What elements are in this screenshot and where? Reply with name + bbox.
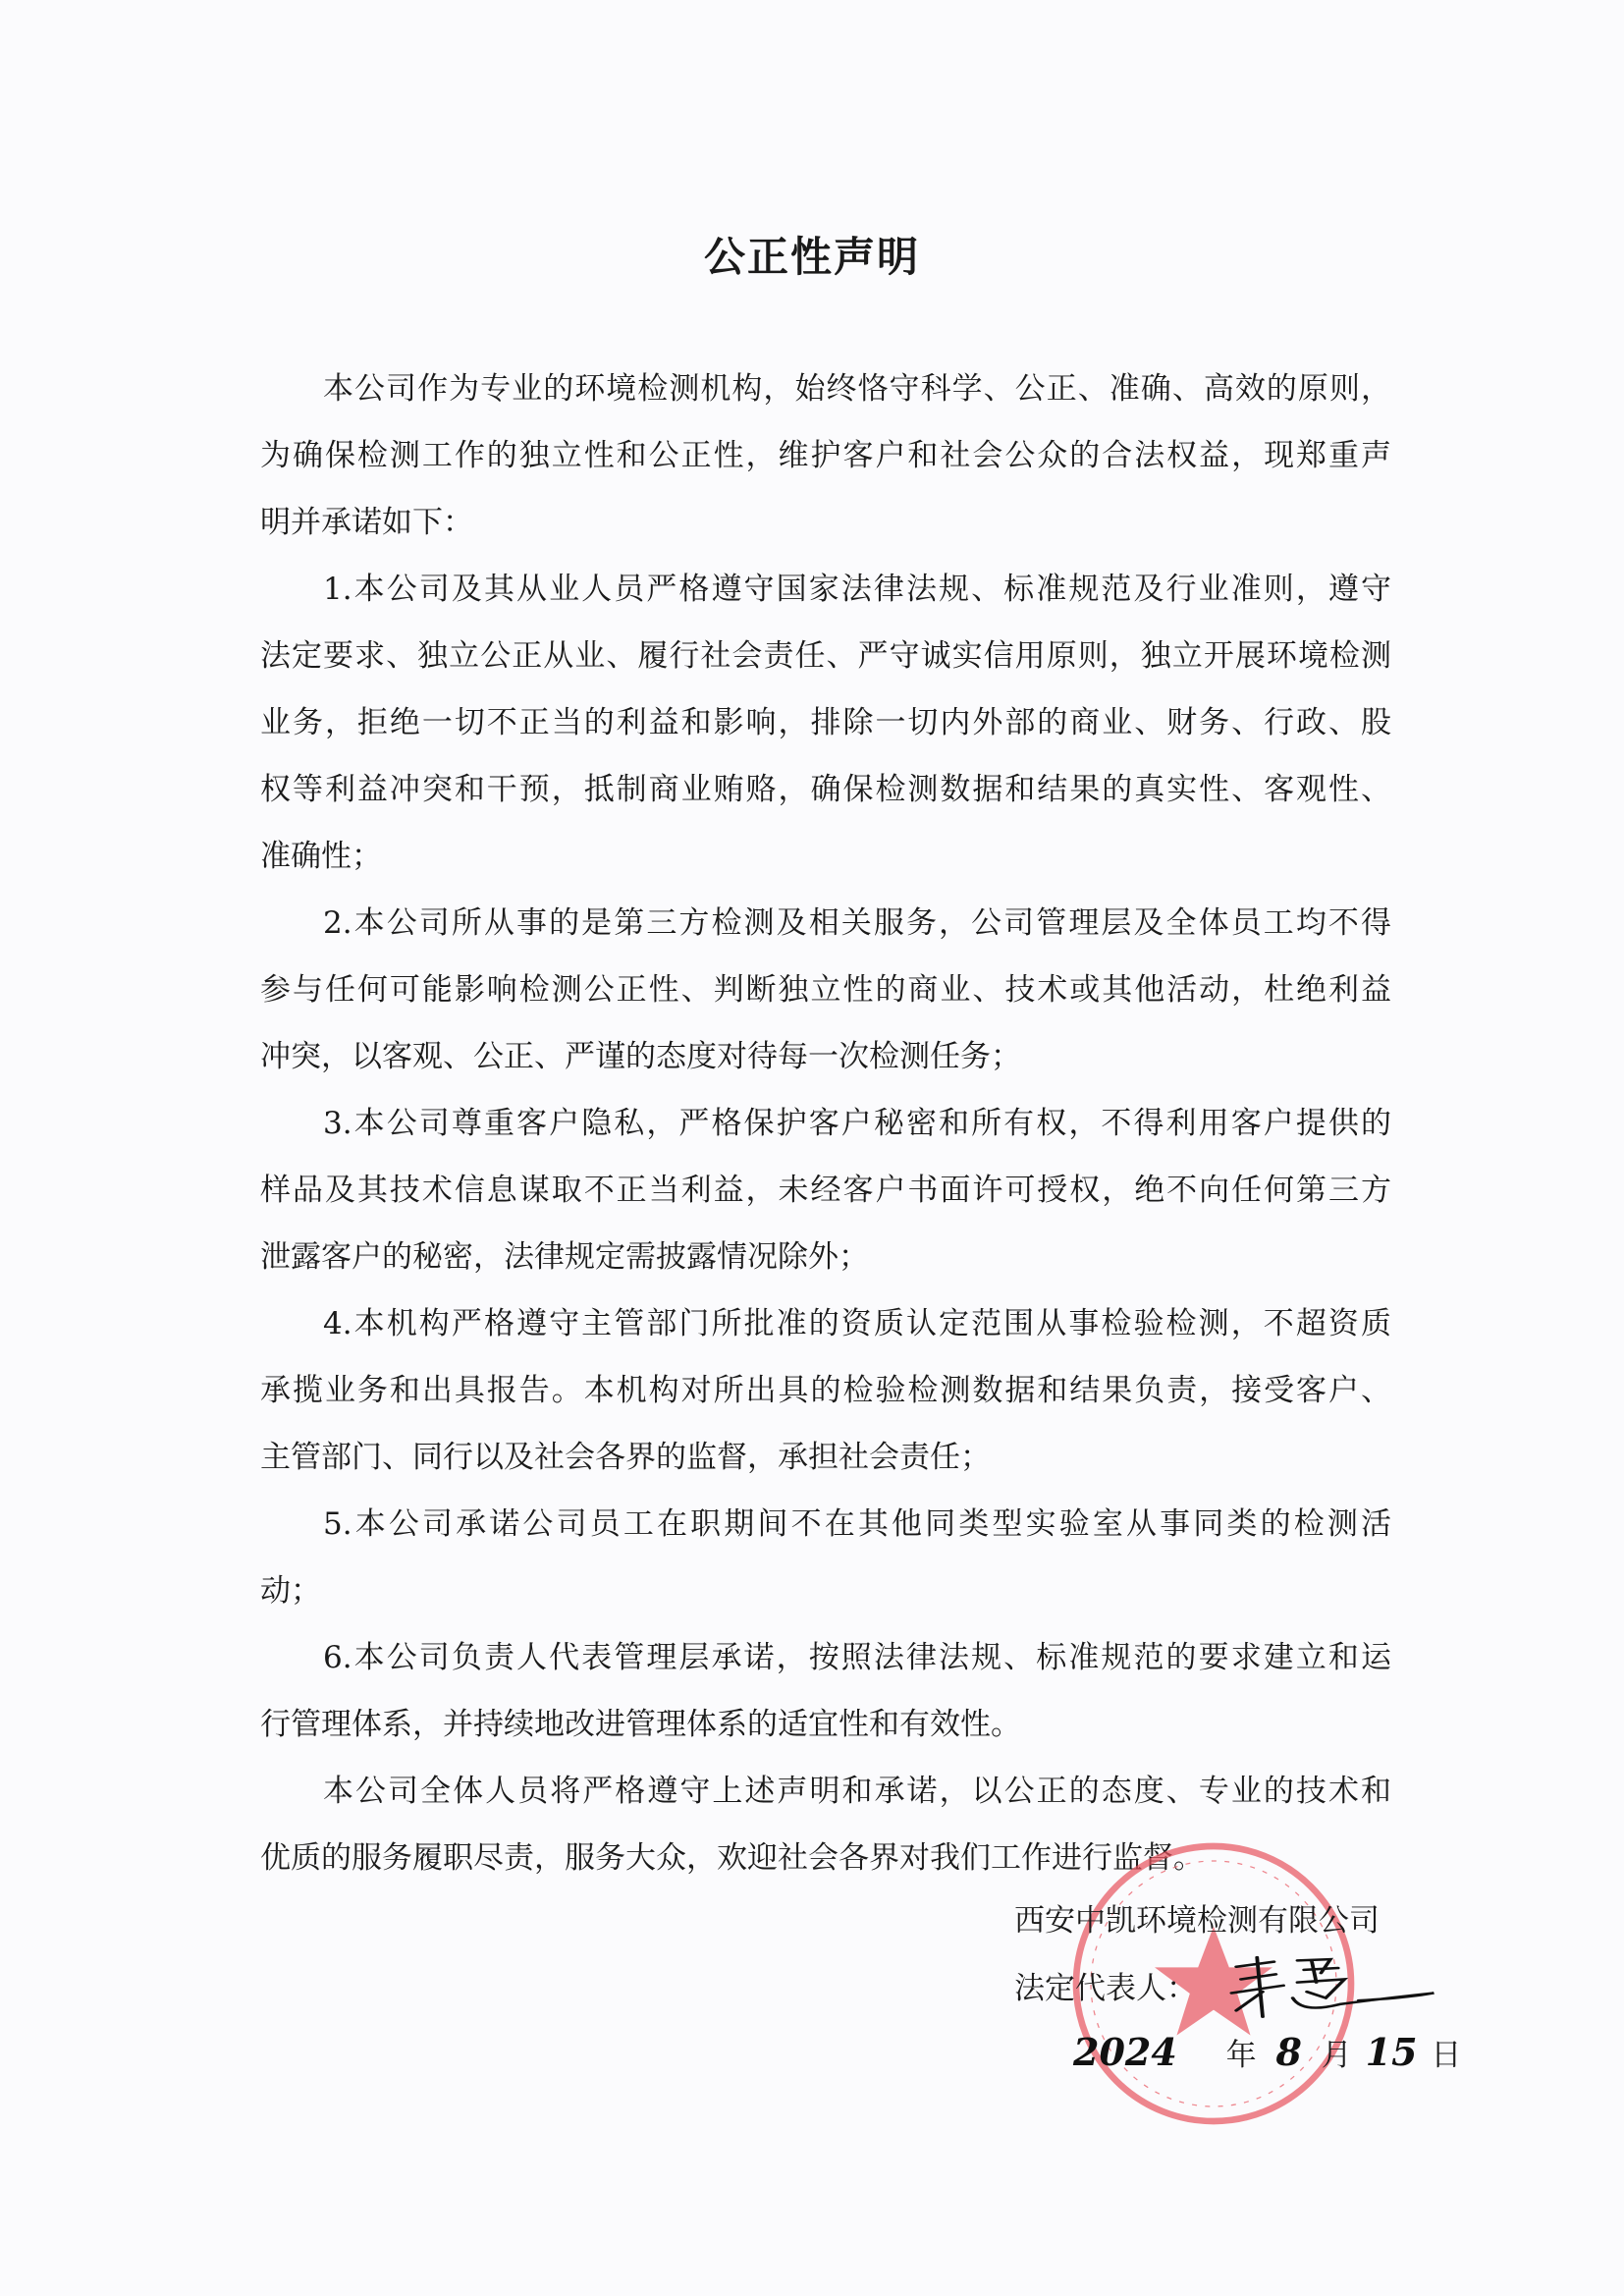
paragraph-1-line: 1.本公司及其从业人员严格遵守国家法律法规、标准规范及行业准则，遵守 [323, 572, 1391, 607]
date-month-unit: 月 [1321, 2038, 1352, 2073]
paragraph-1-line: 业务，拒绝一切不正当的利益和影响，排除一切内外部的商业、财务、行政、股 [260, 705, 1391, 740]
paragraph-4-line: 主管部门、同行以及社会各界的监督，承担社会责任； [260, 1440, 991, 1475]
paragraph-5-line: 动； [260, 1573, 321, 1609]
paragraph-4-line: 承揽业务和出具报告。本机构对所出具的检验检测数据和结果负责，接受客户、 [260, 1373, 1391, 1408]
document-body [260, 355, 1391, 1891]
date-year-unit: 年 [1225, 2038, 1257, 2073]
paragraph-2-line: 冲突，以客观、公正、严谨的态度对待每一次检测任务； [260, 1039, 1021, 1074]
paragraph-6-line: 6.本公司负责人代表管理层承诺，按照法律法规、标准规范的要求建立和运 [323, 1640, 1391, 1675]
paragraph-3-line: 泄露客户的秘密，法律规定需披露情况除外； [260, 1239, 869, 1275]
representative-label: 法定代表人： [1014, 1971, 1197, 2006]
company-name: 西安中凯环境检测有限公司 [1014, 1903, 1380, 1939]
paragraph-0-line: 本公司作为专业的环境检测机构，始终恪守科学、公正、准确、高效的原则， [323, 371, 1391, 407]
date-year: 2024 [1073, 2030, 1177, 2074]
paragraph-2-line: 参与任何可能影响检测公正性、判断独立性的商业、技术或其他活动，杜绝利益 [260, 972, 1391, 1008]
handwritten-signature [1218, 1954, 1443, 2023]
paragraph-4-line: 4.本机构严格遵守主管部门所批准的资质认定范围从事检验检测，不超资质 [323, 1306, 1391, 1341]
date-day: 15 [1365, 2030, 1418, 2074]
paragraph-1-line: 法定要求、独立公正从业、履行社会责任、严守诚实信用原则，独立开展环境检测 [260, 638, 1391, 674]
paragraph-7-line: 本公司全体人员将严格遵守上述声明和承诺，以公正的态度、专业的技术和 [323, 1774, 1391, 1809]
document-title: 公正性声明 [703, 233, 920, 281]
paragraph-5-line: 5.本公司承诺公司员工在职期间不在其他同类型实验室从事同类的检测活 [323, 1506, 1391, 1542]
paragraph-1-line: 准确性； [260, 839, 382, 874]
paragraph-6-line: 行管理体系，并持续地改进管理体系的适宜性和有效性。 [260, 1707, 1021, 1742]
signature-date [1073, 2031, 1461, 2074]
date-day-unit: 日 [1431, 2038, 1462, 2073]
paragraph-7-line: 优质的服务履职尽责，服务大众，欢迎社会各界对我们工作进行监督。 [260, 1840, 1204, 1876]
paragraph-0-line: 为确保检测工作的独立性和公正性，维护客户和社会公众的合法权益，现郑重声 [260, 438, 1391, 473]
date-month: 8 [1275, 2030, 1302, 2074]
paragraph-0-line: 明并承诺如下： [260, 505, 473, 540]
paragraph-3-line: 3.本公司尊重客户隐私，严格保护客户秘密和所有权，不得利用客户提供的 [323, 1106, 1391, 1141]
paragraph-1-line: 权等利益冲突和干预，抵制商业贿赂，确保检测数据和结果的真实性、客观性、 [260, 772, 1391, 807]
paragraph-3-line: 样品及其技术信息谋取不正当利益，未经客户书面许可授权，绝不向任何第三方 [260, 1173, 1391, 1208]
paragraph-2-line: 2.本公司所从事的是第三方检测及相关服务，公司管理层及全体员工均不得 [323, 905, 1391, 941]
